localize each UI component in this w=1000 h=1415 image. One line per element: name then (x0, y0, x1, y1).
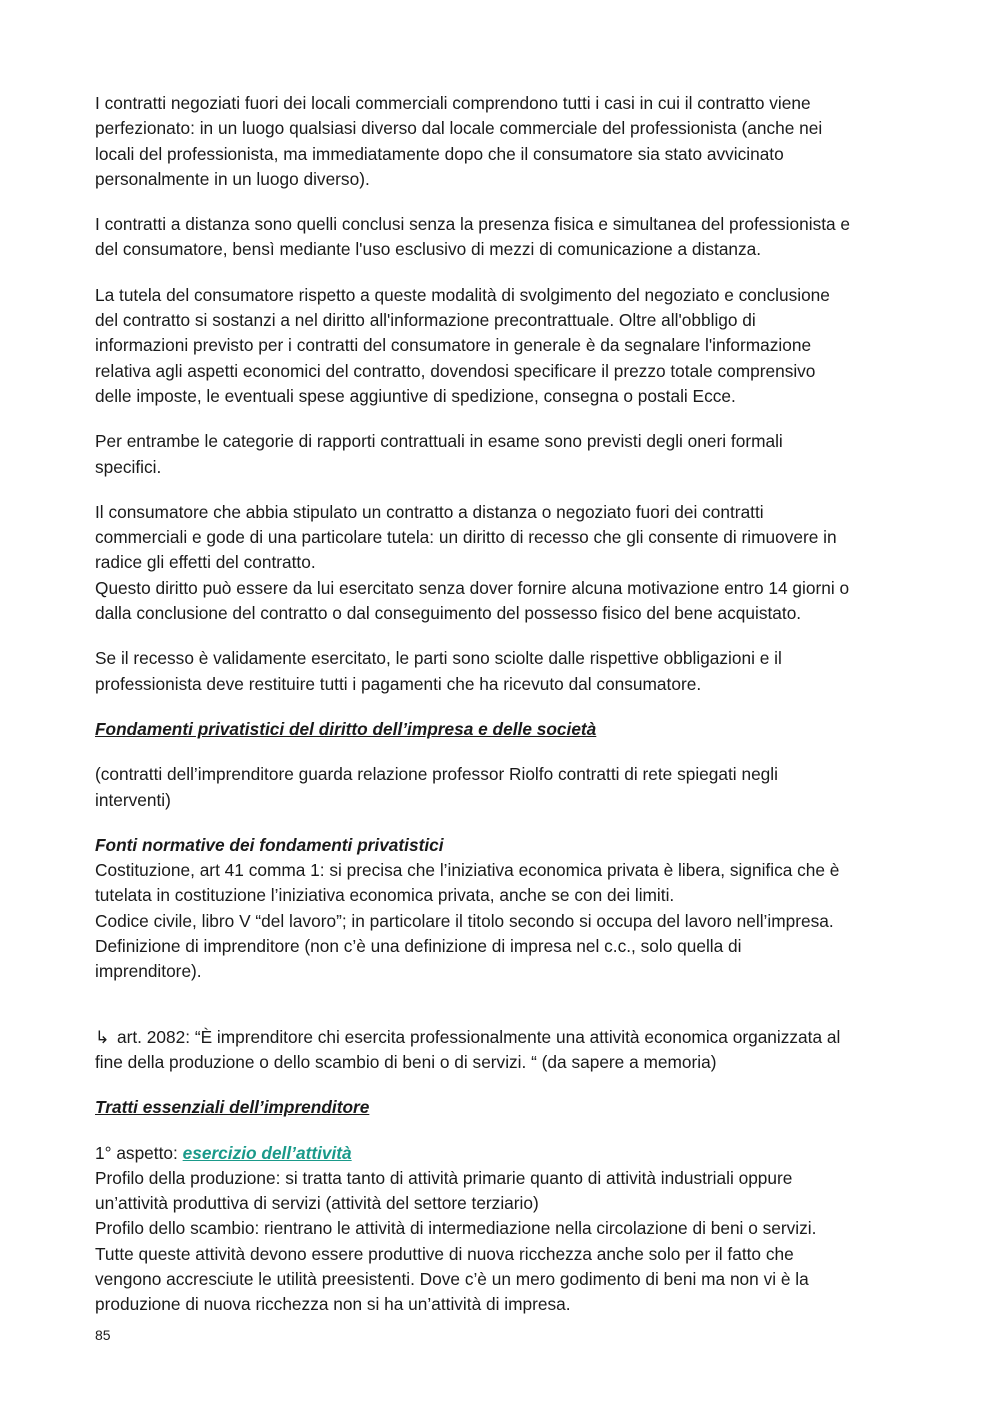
paragraph-contratti-fuori-locali (95, 91, 910, 192)
paragraph-diritto-recesso (95, 500, 910, 626)
text-line: specifici. (95, 456, 162, 477)
text-line: Profilo della produzione: si tratta tanto di attività primarie quanto di attività industriali oppure (95, 1167, 793, 1188)
text-line: Codice civile, libro V “del lavoro”; in particolare il titolo secondo si occupa del lavoro nell’impresa. (95, 910, 834, 931)
text-line: personalmente in un luogo diverso). (95, 168, 370, 189)
text-line: Se il recesso è validamente esercitato, le parti sono sciolte dalle rispettive obbligazioni e il (95, 648, 782, 669)
paragraph-contratti-distanza (95, 212, 910, 263)
esercizio-attivita-link[interactable]: esercizio dell’attività (182, 1142, 352, 1163)
text-line: professionista deve restituire tutti i pagamenti che ha ricevuto dal consumatore. (95, 673, 702, 694)
text-line: Tutte queste attività devono essere produttive di nuova ricchezza anche solo per il fatto che (95, 1243, 794, 1264)
text-line: Il consumatore che abbia stipulato un contratto a distanza o negoziato fuori dei contratti (95, 501, 764, 522)
text-line: fine della produzione o dello scambio di beni o di servizi. “ (da sapere a memoria) (95, 1051, 717, 1072)
text-line: I contratti a distanza sono quelli conclusi senza la presenza fisica e simultanea del professionista e (95, 214, 851, 235)
text-line: radice gli effetti del contratto. (95, 552, 316, 573)
text-line: I contratti negoziati fuori dei locali commerciali comprendono tutti i casi in cui il contratto viene (95, 93, 811, 113)
text-line: Definizione di imprenditore (non c’è una definizione di impresa nel c.c., solo quella di (95, 936, 742, 957)
text-line: delle imposte, le eventuali spese aggiuntive di spedizione, consegna o postali Ecce. (95, 385, 736, 406)
text-line: vengono accresciute le utilità preesistenti. Dove c’è un mero godimento di beni ma non vi è la (95, 1268, 809, 1289)
return-arrow-icon: ↳ (95, 1026, 110, 1047)
text-line: interventi) (95, 789, 171, 810)
text-line: Profilo dello scambio: rientrano le attività di intermediazione nella circolazione di beni o servizi. (95, 1218, 817, 1239)
text-line: Costituzione, art 41 comma 1: si precisa che l’iniziativa economica privata è libera, significa che è (95, 860, 840, 881)
text-line (95, 1025, 910, 1050)
paragraph-fonti-normative (95, 833, 910, 985)
text-line: (contratti dell’imprenditore guarda relazione professor Riolfo contratti di rete spiegati negli (95, 764, 778, 785)
text-line: relativa agli aspetti economici del contratto, dovendosi specificare il prezzo totale comprensivo (95, 360, 816, 381)
text-line: La tutela del consumatore rispetto a queste modalità di svolgimento del negoziato e conclusione (95, 284, 830, 305)
text-line: del consumatore, bensì mediante l'uso esclusivo di mezzi di comunicazione a distanza. (95, 239, 762, 260)
text-line: del contratto si sostanzi a nel diritto all'informazione precontrattuale. Oltre all'obbligo di (95, 310, 756, 331)
paragraph-note-riolfo (95, 762, 910, 813)
text-line: locali del professionista, ma immediatamente dopo che il consumatore sia stato avvicinato (95, 143, 784, 164)
page-number: 85 (95, 1327, 111, 1343)
paragraph-art-2082 (95, 1025, 910, 1076)
spacer (95, 1005, 910, 1025)
text-line: imprenditore). (95, 961, 202, 982)
text-line: Per entrambe le categorie di rapporti contrattuali in esame sono previsti degli oneri formali (95, 431, 783, 452)
text-line: Questo diritto può essere da lui esercitato senza dover fornire alcuna motivazione entro 14 giorni o (95, 577, 850, 598)
section-heading-tratti: Tratti essenziali dell’imprenditore (95, 1097, 370, 1118)
text-line: un’attività produttiva di servizi (attività del settore terziario) (95, 1193, 539, 1214)
text-fragment: art. 2082: “È imprenditore chi esercita professionalmente una attività economica organizzata al (117, 1026, 841, 1047)
text-line: produzione di nuova ricchezza non si ha un’attività di impresa. (95, 1294, 571, 1315)
paragraph-oneri-formali (95, 429, 910, 480)
text-line: tutelata in costituzione l’iniziativa economica privata, anche se con dei limiti. (95, 885, 675, 906)
text-line: perfezionato: in un luogo qualsiasi diverso dal locale commerciale del professionista (anche nei (95, 118, 823, 139)
text-line (95, 1141, 910, 1166)
paragraph-primo-aspetto (95, 1141, 910, 1318)
text-line: commerciali e gode di una particolare tutela: un diritto di recesso che gli consente di rimuovere in (95, 527, 837, 548)
section-heading-fondamenti: Fondamenti privatistici del diritto dell’impresa e delle società (95, 718, 597, 739)
subheading-fonti-normative: Fonti normative dei fondamenti privatistici (95, 834, 444, 855)
text-line: dalla conclusione del contratto o dal conseguimento del possesso fisico del bene acquistato. (95, 603, 802, 624)
aspect-label: 1° aspetto: (95, 1142, 183, 1163)
paragraph-tutela-consumatore (95, 283, 910, 409)
paragraph-recesso-esercitato (95, 646, 910, 697)
document-body (95, 91, 910, 1338)
text-line: informazioni previsto per i contratti del consumatore in generale è da segnalare l'informazione (95, 335, 812, 356)
